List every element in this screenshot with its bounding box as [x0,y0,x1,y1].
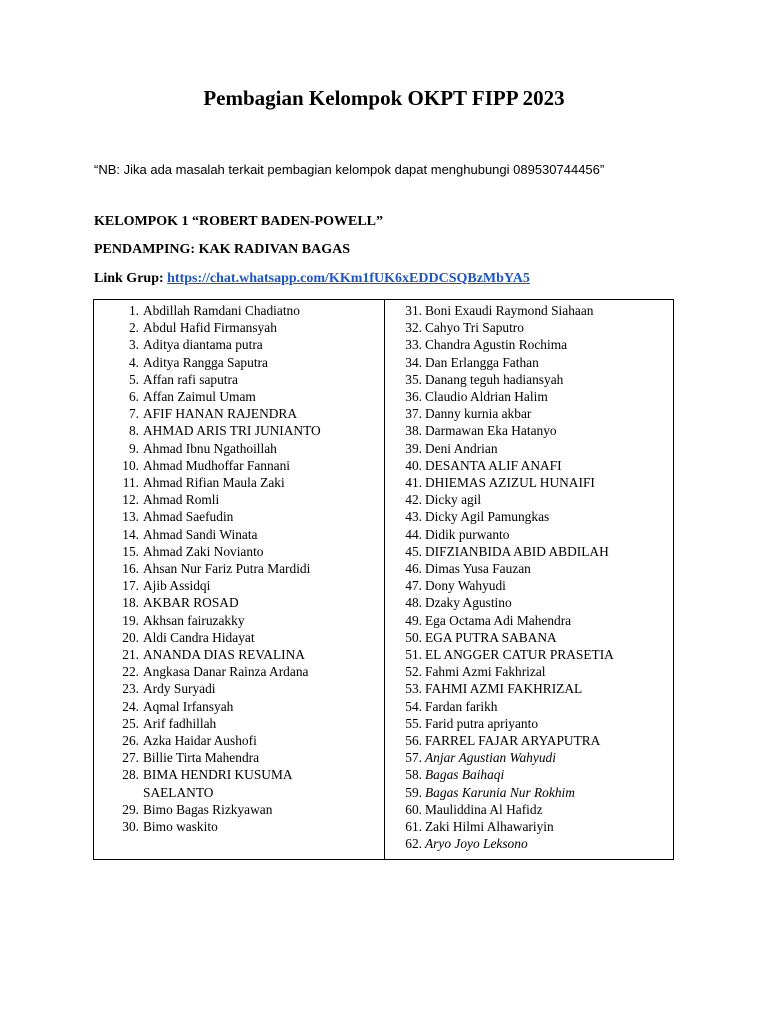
member-name: AHMAD ARIS TRI JUNIANTO [143,423,321,439]
member-item [385,835,673,852]
member-item [385,749,673,766]
member-item [385,474,673,491]
member-item [385,457,673,474]
member-number: 58. [405,767,422,783]
member-name: Ardy Suryadi [143,681,216,697]
member-number: 20. [122,629,139,645]
member-name: Aditya diantama putra [143,337,263,353]
member-name: Bimo waskito [143,819,218,835]
member-item [94,354,384,371]
member-number: 11. [122,475,139,491]
member-number: 46. [405,561,422,577]
member-item [94,543,384,560]
member-item [385,663,673,680]
member-number: 35. [405,371,422,387]
member-number: 15. [122,543,139,559]
member-item [94,508,384,525]
member-name: DIFZIANBIDA ABID ABDILAH [425,543,609,559]
member-item [94,766,384,783]
group-heading: KELOMPOK 1 “ROBERT BADEN-POWELL” [94,214,384,229]
member-name: Abdul Hafid Firmansyah [143,320,277,336]
member-item [385,388,673,405]
member-number: 54. [405,698,422,714]
member-number: 5. [128,371,139,387]
member-number: 31. [405,303,422,318]
member-item [94,801,384,818]
member-name: FARREL FAJAR ARYAPUTRA [425,733,601,749]
member-item [94,577,384,594]
member-item [94,646,384,663]
member-name: Fahmi Azmi Fakhrizal [425,664,546,680]
member-item [94,388,384,405]
member-item [385,440,673,457]
member-item [94,526,384,543]
member-item [94,560,384,577]
member-name: Danny kurnia akbar [425,406,532,422]
member-item [94,302,384,319]
member-name: EL ANGGER CATUR PRASETIA [425,647,614,663]
member-item [94,698,384,715]
member-number: 36. [405,389,422,405]
member-number: 38. [405,423,422,439]
member-name: Farid putra apriyanto [425,715,539,731]
member-item [385,698,673,715]
member-item [385,405,673,422]
member-item [385,336,673,353]
member-item [94,457,384,474]
member-number: 25. [122,715,139,731]
member-name: Dicky agil [425,492,482,508]
member-number: 24. [122,698,139,714]
member-number: 47. [405,578,422,594]
member-item [94,440,384,457]
member-number: 9. [128,440,139,456]
member-number: 62. [405,836,422,852]
member-name: Mauliddina Al Hafidz [425,801,543,817]
member-number: 18. [122,595,139,611]
member-name: Dimas Yusa Fauzan [425,561,531,577]
member-item [94,405,384,422]
member-number: 33. [405,337,422,353]
member-item [385,629,673,646]
member-name: FAHMI AZMI FAKHRIZAL [425,681,583,697]
member-name: Deni Andrian [425,440,498,456]
member-item [385,508,673,525]
member-number: 28. [122,767,139,783]
member-number: 2. [128,320,139,336]
member-number: 13. [122,509,139,525]
member-item [385,422,673,439]
member-number: 51. [405,647,422,663]
member-name: Danang teguh hadiansyah [425,371,564,387]
member-number: 26. [122,733,139,749]
member-number: 50. [405,629,422,645]
member-number: 30. [122,819,139,835]
member-number: 27. [122,750,139,766]
member-item [385,818,673,835]
member-name: Bimo Bagas Rizkyawan [143,801,273,817]
member-name: Aldi Candra Hidayat [143,629,255,645]
member-number: 44. [405,526,422,542]
member-number: 21. [122,647,139,663]
member-item [94,749,384,766]
member-number: 8. [128,423,139,439]
member-item [385,766,673,783]
member-name: Abdillah Ramdani Chadiatno [143,303,300,318]
group-link-label: Link Grup: [94,271,168,286]
member-name: ANANDA DIAS REVALINA [143,647,305,663]
member-number [94,784,143,801]
member-item [385,526,673,543]
member-name: SAELANTO [143,784,214,800]
member-number: 22. [122,664,139,680]
member-name: Dan Erlangga Fathan [425,354,539,370]
member-name: Aqmal Irfansyah [143,698,234,714]
member-name: Claudio Aldrian Halim [425,389,548,405]
member-name: Ega Octama Adi Mahendra [425,612,572,628]
member-number: 3. [128,337,139,353]
member-item [94,663,384,680]
member-number: 19. [122,612,139,628]
member-item [385,801,673,818]
member-item [94,371,384,388]
member-name: Dzaky Agustino [425,595,512,611]
member-name: AFIF HANAN RAJENDRA [143,406,298,422]
member-name: Arif fadhillah [143,715,217,731]
member-name: Affan rafi saputra [143,371,238,387]
member-item [94,784,384,801]
member-name: Ahmad Ibnu Ngathoillah [143,440,277,456]
member-number: 10. [122,457,139,473]
member-name: Angkasa Danar Rainza Ardana [143,664,309,680]
member-number: 40. [405,457,422,473]
contact-note: “NB: Jika ada masalah terkait pembagian kelompok dapat menghubungi 089530744456” [94,162,605,177]
member-item [94,715,384,732]
member-number: 37. [405,406,422,422]
member-name: DESANTA ALIF ANAFI [425,457,562,473]
member-item [94,629,384,646]
member-name: Anjar Agustian Wahyudi [425,750,556,766]
member-number: 42. [405,492,422,508]
member-number: 32. [405,320,422,336]
member-number: 7. [128,406,139,422]
member-name: Ahmad Romli [143,492,220,508]
member-item [94,680,384,697]
member-item [385,371,673,388]
member-name: Affan Zaimul Umam [143,389,256,405]
member-name: DHIEMAS AZIZUL HUNAIFI [425,475,595,491]
member-number: 49. [405,612,422,628]
member-name: Zaki Hilmi Alhawariyin [425,819,554,835]
member-item [385,491,673,508]
member-number: 43. [405,509,422,525]
group-mentor: PENDAMPING: KAK RADIVAN BAGAS [94,242,351,257]
member-name: Ajib Assidqi [143,578,211,594]
member-name: Dicky Agil Pamungkas [425,509,550,525]
members-table [93,299,674,860]
member-item [385,646,673,663]
member-number: 59. [405,784,422,800]
member-name: Ahsan Nur Fariz Putra Mardidi [143,561,311,577]
page-title: Pembagian Kelompok OKPT FIPP 2023 [203,86,565,110]
member-number: 57. [405,750,422,766]
member-name: Ahmad Saefudin [143,509,234,525]
member-number: 41. [405,475,422,491]
member-name: BIMA HENDRI KUSUMA [143,767,293,783]
member-name: Dony Wahyudi [425,578,506,594]
member-item [385,543,673,560]
member-number: 45. [405,543,422,559]
member-number: 56. [405,733,422,749]
member-name: Ahmad Zaki Novianto [143,543,264,559]
member-item [94,491,384,508]
member-name: Boni Exaudi Raymond Siahaan [425,303,594,318]
member-name: Didik purwanto [425,526,510,542]
group-link-line [94,271,530,287]
group-link[interactable]: https://chat.whatsapp.com/KKm1fUK6xEDDCSQBzMbYA5 [167,271,530,286]
member-name: Billie Tirta Mahendra [143,750,260,766]
member-number: 29. [122,801,139,817]
member-name: Azka Haidar Aushofi [143,733,257,749]
member-number: 34. [405,354,422,370]
member-number: 1. [128,303,139,318]
member-item [94,732,384,749]
member-name: Fardan farikh [425,698,498,714]
member-number: 48. [405,595,422,611]
member-item [94,612,384,629]
member-name: Bagas Karunia Nur Rokhim [425,784,575,800]
member-item [385,560,673,577]
member-item [385,732,673,749]
member-item [94,319,384,336]
member-item [385,715,673,732]
member-name: Cahyo Tri Saputro [425,320,524,336]
member-name: Aryo Joyo Leksono [425,836,528,852]
member-item [385,784,673,801]
member-item [385,680,673,697]
member-name: Darmawan Eka Hatanyo [425,423,557,439]
member-name: EGA PUTRA SABANA [425,629,557,645]
member-name: Ahmad Rifian Maula Zaki [143,475,285,491]
member-number: 16. [122,561,139,577]
member-number: 61. [405,819,422,835]
member-name: Chandra Agustin Rochima [425,337,568,353]
member-name: Akhsan fairuzakky [143,612,245,628]
member-item [94,594,384,611]
member-number: 14. [122,526,139,542]
members-column-left [94,302,384,835]
member-item [385,612,673,629]
member-item [94,818,384,835]
member-item [385,594,673,611]
member-name: Ahmad Mudhoffar Fannani [143,457,291,473]
member-item [385,302,673,319]
member-item [385,319,673,336]
member-number: 4. [128,354,139,370]
member-name: Ahmad Sandi Winata [143,526,258,542]
member-number: 17. [122,578,139,594]
member-name: Aditya Rangga Saputra [143,354,268,370]
member-number: 53. [405,681,422,697]
member-number: 55. [405,715,422,731]
members-column-right [385,302,673,853]
member-number: 52. [405,664,422,680]
member-item [385,577,673,594]
member-number: 23. [122,681,139,697]
member-name: Bagas Baihaqi [425,767,505,783]
member-number: 6. [128,389,139,405]
member-item [94,474,384,491]
member-item [94,336,384,353]
member-name: AKBAR ROSAD [143,595,239,611]
member-item [94,422,384,439]
member-item [385,354,673,371]
member-number: 60. [405,801,422,817]
member-number: 39. [405,440,422,456]
member-number: 12. [122,492,139,508]
